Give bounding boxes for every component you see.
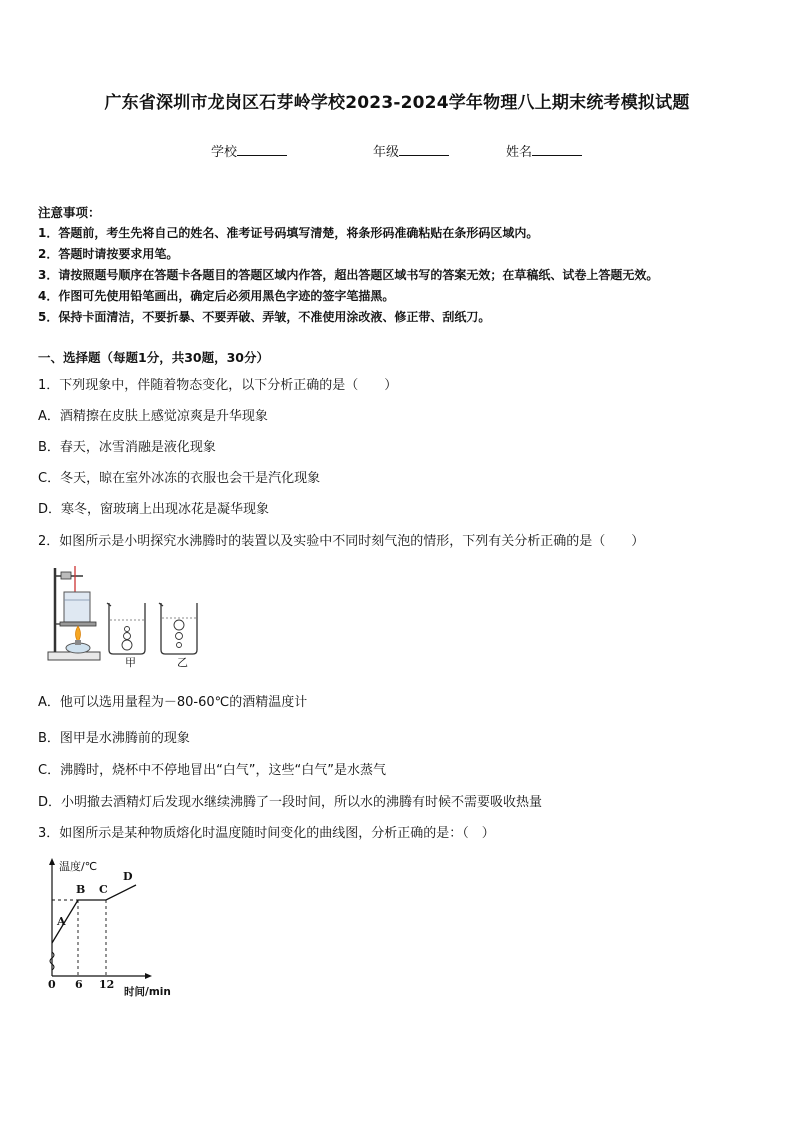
question-3-stem: 3．如图所示是某种物质熔化时温度随时间变化的曲线图，分析正确的是：（ ） — [38, 826, 495, 841]
school-blank[interactable] — [237, 143, 287, 156]
question-2-option-a: A．他可以选用量程为－80-60℃的酒精温度计 — [38, 695, 308, 710]
question-1-option-a: A．酒精擦在皮肤上感觉凉爽是升华现象 — [38, 409, 268, 424]
x-tick-6: 6 — [75, 978, 83, 991]
x-axis-label: 时间/min — [124, 986, 171, 998]
point-label-d: D — [123, 870, 133, 883]
point-label-c: C — [99, 883, 108, 896]
question-1-stem: 1．下列现象中，伴随着物态变化，以下分析正确的是（ ） — [38, 378, 398, 393]
name-field[interactable] — [506, 141, 582, 160]
question-2-option-c: C．沸腾时，烧杯中不停地冒出“白气”，这些“白气”是水蒸气 — [38, 763, 387, 778]
question-1-option-d: D．寒冬，窗玻璃上出现冰花是凝华现象 — [38, 502, 270, 517]
school-field[interactable] — [211, 141, 287, 160]
name-label: 姓名 — [506, 145, 533, 160]
figure-label-yi: 乙 — [177, 656, 188, 669]
question-2-option-d: D．小明撤去酒精灯后发现水继续沸腾了一段时间，所以水的沸腾有时候不需要吸收热量 — [38, 795, 543, 810]
grade-blank[interactable] — [399, 143, 449, 156]
origin-label: 0 — [48, 978, 56, 991]
figure-label-jia: 甲 — [125, 656, 136, 669]
notice-item: 4．作图可先使用铅笔画出，确定后必须用黑色字迹的签字笔描黑。 — [38, 289, 395, 303]
question-2-stem: 2．如图所示是小明探究水沸腾时的装置以及实验中不同时刻气泡的情形，下列有关分析正确的是（ ） — [38, 534, 645, 549]
grade-label: 年级 — [373, 145, 400, 160]
question-1-option-c: C．冬天，晾在室外冰冻的衣服也会干是汽化现象 — [38, 471, 321, 486]
x-tick-12: 12 — [99, 978, 115, 991]
section-heading: 一、选择题（每题1分，共30题，30分） — [38, 350, 269, 365]
notice-item: 2．答题时请按要求用笔。 — [38, 247, 179, 261]
question-1-option-b: B．春天，冰雪消融是液化现象 — [38, 440, 216, 455]
notice-item: 3．请按照题号顺序在答题卡各题目的答题区域内作答，超出答题区域书写的答案无效；在草稿纸、试卷上答题无效。 — [38, 268, 659, 282]
point-label-a: A — [57, 915, 66, 928]
page-title: 广东省深圳市龙岗区石芽岭学校2023-2024学年物理八上期末统考模拟试题 — [104, 93, 690, 113]
y-axis-label: 温度/℃ — [59, 860, 98, 873]
grade-field[interactable] — [373, 141, 449, 160]
question-2-option-b: B．图甲是水沸腾前的现象 — [38, 731, 190, 746]
point-label-b: B — [76, 883, 86, 896]
temperature-curve — [52, 885, 136, 943]
notice-item: 1．答题前，考生先将自己的姓名、准考证号码填写清楚，将条形码准确粘贴在条形码区域内。 — [38, 226, 539, 240]
notice-item: 5．保持卡面清洁，不要折暴、不要弄破、弄皱，不准使用涂改液、修正带、刮纸刀。 — [38, 310, 491, 324]
name-blank[interactable] — [532, 143, 582, 156]
notice-heading: 注意事项： — [38, 205, 101, 220]
school-label: 学校 — [211, 145, 238, 160]
melting-curve-graph — [40, 856, 190, 1001]
